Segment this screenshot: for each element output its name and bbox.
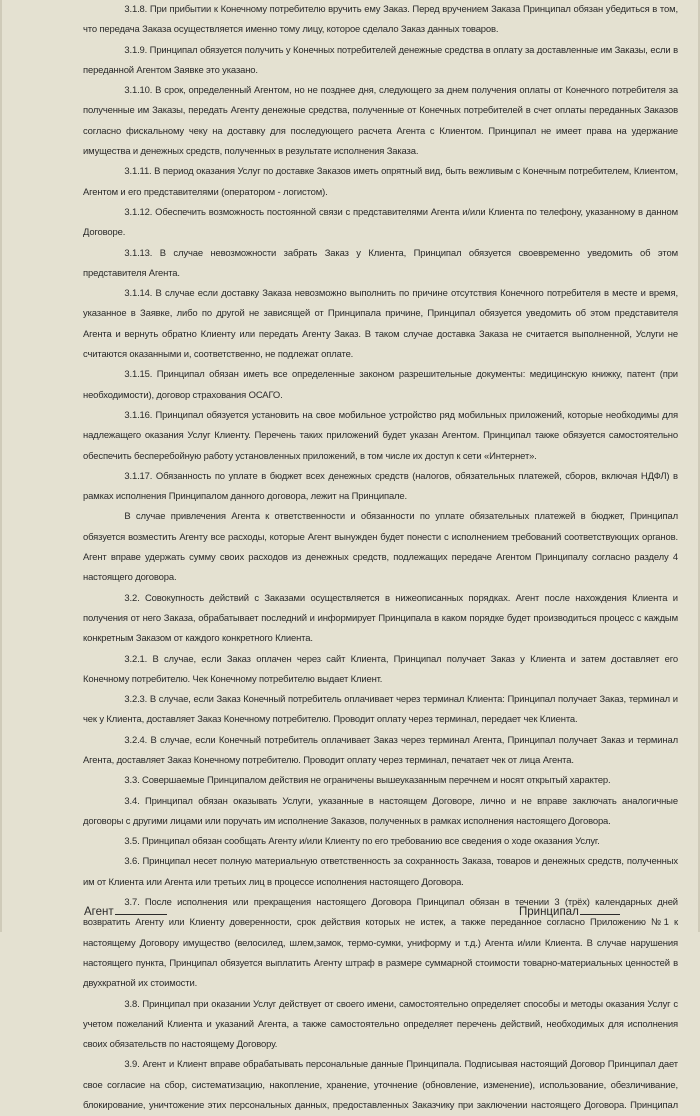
clause-3-1-10: 3.1.10. В срок, определенный Агентом, но не позднее дня, следующего за днем получения оплаты от Конечного потребителя за полученные им Заказы, передать Агенту денежные средства, полученные от Конечных потребителей в счет оплаты переданных Заказов согласно фискальному чеку на доставку для последующего расчета Агента с Клиентом. Принципал не имеет права на удержание имущества и денежных средств, полученных в результате исполнения Заказа. — [83, 85, 678, 158]
clause-3-1-17-addendum: В случае привлечения Агента к ответственности и обязанности по уплате обязательных платежей в бюджет, Принципал обязуется возместить Агенту все расходы, которые Агент вынужден будет понести с исполнением требований соответствующих органов. Агент вправе удержать сумму своих расходов из денежных средств, подлежащих передаче Агентом Принципалу согласно разделу 4 настоящего договора. — [83, 511, 678, 584]
principal-signature-line — [580, 904, 620, 915]
clause-3-7: 3.7. После исполнения или прекращения настоящего Договора Принципал обязан в течении 3 (трёх) календарных дней возвратить Агенту или Клиенту доверенности, срок действия которых не истек, а также переданное согласно Приложению №1 к настоящему Договору имущество (велосилед, шлем,замок, термо-сумки, униформу и т.д.) Агента и/или Клиента. В случае нарушения настоящего пункта, Принципал обязуется выплатить Агенту штраф в размере суммарной стоимости товарно-материальных ценностей в двухкратной их стоимости. — [83, 897, 678, 990]
clause-3-1-8: 3.1.8. При прибытии к Конечному потребителю вручить ему Заказ. Перед вручением Заказа Принципал обязан убедиться в том, что передача Заказа осуществляется именно тому лицу, которое сделало Заказ данных товаров. — [83, 4, 678, 36]
clause-3-2-4: 3.2.4. В случае, если Конечный потребитель оплачивает Заказ через терминал Агента, Принципал получает Заказ и терминал Агента, доставляет Заказ Конечному потребителю. Проводит оплату через терминал, печатает чек от лица Агента. — [83, 734, 678, 766]
agent-signature-label: Агент — [84, 906, 114, 918]
clause-3-9: 3.9. Агент и Клиент вправе обрабатывать персональные данные Принципала. Подписывая настоящий Договор Принципал дает свое согласие на сбор, систематизацию, накопление, хранение, уточнение (обновление, изменение), использование, обезличивание, блокирование, уничтожение этих персональных данных, предоставленных Заказчику при заключении настоящего Договора. Принципал — [83, 1059, 678, 1112]
principal-signature-label: Принципал — [519, 906, 579, 918]
clause-3-2: 3.2. Совокупность действий с Заказами осуществляется в нижеописанных порядках. Агент после нахождения Клиента и получения от него Заказа, обрабатывает последний и информирует Принципала в каком порядке будет производиться процесс с каждым конкретным Заказом от каждого конкретного Клиента. — [83, 592, 678, 645]
clause-3-2-1: 3.2.1. В случае, если Заказ оплачен через сайт Клиента, Принципал получает Заказ у Клиента и затем доставляет его Конечному потребителю. Чек Конечному потребителю выдает Клиент. — [83, 653, 678, 685]
clause-3-1-15: 3.1.15. Принципал обязан иметь все определенные законом разрешительные документы: медицинскую книжку, патент (при необходимости), договор страхования ОСАГО. — [83, 369, 678, 401]
agent-signature-line — [115, 904, 167, 915]
clause-3-5: 3.5. Принципал обязан сообщать Агенту и/или Клиенту по его требованию все сведения о ходе оказания Услуг. — [124, 836, 600, 848]
clause-3-1-9: 3.1.9. Принципал обязуется получить у Конечных потребителей денежные средства в оплату за доставленные им Заказы, если в переданной Агентом Заявке это указано. — [83, 44, 678, 76]
agent-signature — [84, 904, 167, 918]
clause-3-2-3: 3.2.3. В случае, если Заказ Конечный потребитель оплачивает через терминал Клиента: Принципал получает Заказ, терминал и чек у Клиента, доставляет Заказ Конечному потребителю. Проводит оплату через терминал, передает чек Клиента. — [83, 694, 678, 726]
clause-3-1-14: 3.1.14. В случае если доставку Заказа невозможно выполнить по причине отсутствия Конечного потребителя в месте и время, указанное в Заявке, либо по другой не зависящей от Принципала причине, Принципал обязуется уведомить об этом представителя Агента и вернуть обратно Клиенту или передать Агенту Заказ. В таком случае доставка Заказа не считается выполненной, Услуги не считаются оказанными и, соответственно, не подлежат оплате. — [83, 288, 678, 361]
clause-3-4: 3.4. Принципал обязан оказывать Услуги, указанные в настоящем Договоре, лично и не вправе заключать аналогичные договоры с другими лицами или поручать им исполнение Заказов, полученных в рамках исполнения настоящего Договора. — [83, 795, 678, 827]
clause-3-6: 3.6. Принципал несет полную материальную ответственность за сохранность Заказа, товаров и денежных средств, полученных им от Клиента или Агента или третьих лиц в процессе исполнения настоящего Договора. — [83, 856, 678, 888]
clause-3-1-13: 3.1.13. В случае невозможности забрать Заказ у Клиента, Принципал обязуется своевременно уведомить об этом представителя Агента. — [83, 247, 678, 279]
clause-3-1-17: 3.1.17. Обязанность по уплате в бюджет всех денежных средств (налогов, обязательных платежей, сборов, включая НДФЛ) в рамках исполнения Принципалом данного договора, лежит на Принципале. — [83, 470, 678, 503]
principal-signature — [519, 904, 620, 918]
clause-3-1-11: 3.1.11. В период оказания Услуг по доставке Заказов иметь опрятный вид, быть вежливым с Конечным потребителем, Клиентом, Агентом и его представителями (оператором - логистом). — [83, 166, 678, 198]
clause-3-1-16: 3.1.16. Принципал обязуется установить на свое мобильное устройство ряд мобильных приложений, которые необходимы для надлежащего оказания Услуг Клиенту. Перечень таких приложений будет указан Агентом. Принципал также обязуется самостоятельно обеспечить бесперебойную работу установленных приложений, в том числе их доступ к сети «Интернет». — [83, 409, 678, 462]
clause-3-3: 3.3. Совершаемые Принципалом действия не ограничены вышеуказанным перечнем и носят открытый характер. — [124, 775, 611, 787]
document-body — [83, 0, 678, 1116]
clause-3-8: 3.8. Принципал при оказании Услуг действует от своего имени, самостоятельно определяет способы и методы оказания Услуг с учетом пожеланий Клиента и указаний Агента, а также самостоятельно определяет перечень действий, необходимых для исполнения своих обязательств по настоящему Договору. — [83, 998, 678, 1051]
clause-3-1-12: 3.1.12. Обеспечить возможность постоянной связи с представителями Агента и/или Клиента по телефону, указанному в данном Договоре. — [83, 206, 678, 239]
